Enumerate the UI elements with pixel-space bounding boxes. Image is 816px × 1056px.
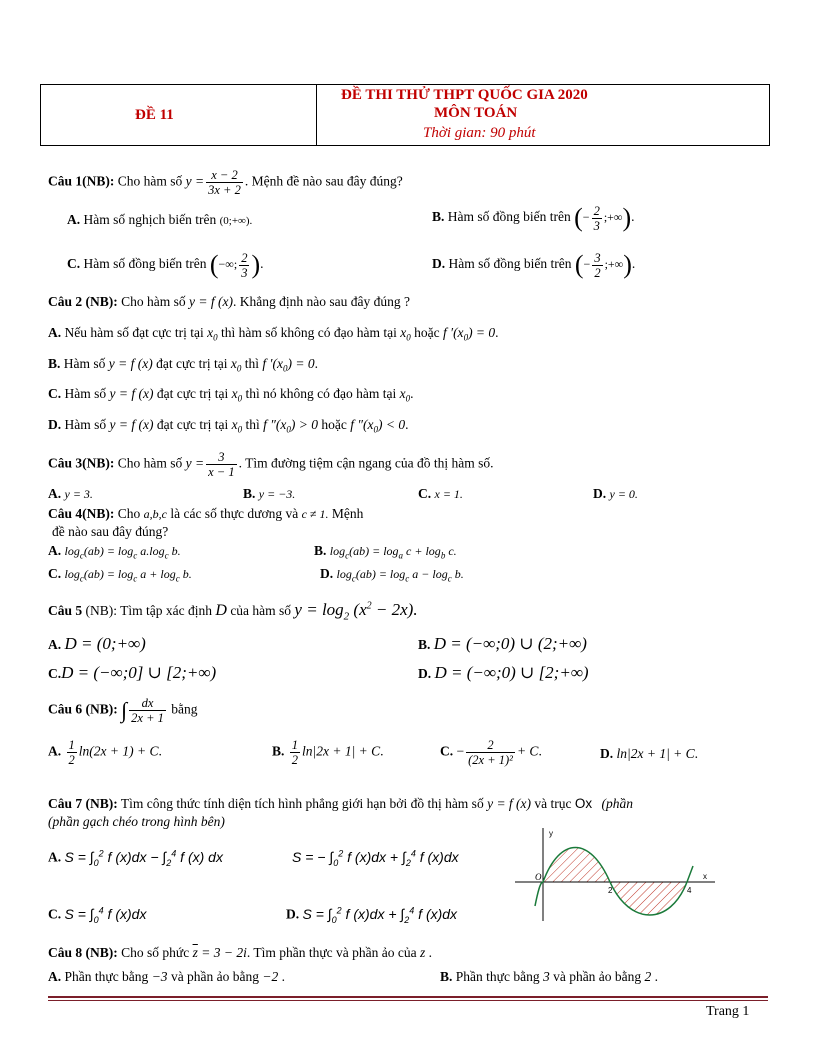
q5-option-c[interactable]: C.D = (−∞;0] ∪ [2;+∞) — [48, 663, 217, 682]
q2-option-a[interactable]: A. Nếu hàm số đạt cực trị tại $x_0$ thì hàm số không có đạo hàm tại $x_0$ hoặc f $'(x_0) = 0$. — [48, 325, 499, 343]
shaded-region — [543, 848, 687, 916]
q7-option-a[interactable]: A. $S = \int_0^2$ f $(x)dx - \int_2^4$ f (x) dx — [48, 848, 223, 868]
header-divider — [316, 85, 317, 145]
exam-subject: MÔN TOÁN — [434, 105, 518, 121]
footer-rule-thick — [48, 996, 768, 998]
tick-4: 4 — [687, 886, 692, 895]
q7-option-b[interactable]: S = − $\int_0^2$ f $(x)dx + \int_2^4$ f (x)dx — [292, 848, 459, 868]
q8-option-a[interactable]: A. Phần thực bằng −3 và phần ảo bằng −2 . — [48, 969, 286, 984]
q2-option-c[interactable]: C. Hàm số y = f (x) đạt cực trị tại $x_0$ thì nó không có đạo hàm tại $x_0$. — [48, 386, 414, 404]
question-1: Câu 1(NB): Cho hàm số y = $\frac{x - 2}{3x + 2}$ . Mệnh đề nào sau đây đúng? — [48, 168, 403, 197]
q3-option-d[interactable]: D. y = 0. — [593, 486, 638, 501]
q5-option-b[interactable]: B. D = (−∞;0) ∪ (2;+∞) — [418, 634, 587, 653]
q6-option-b[interactable]: B. $\frac{1}{2}$ ln|2x + 1| + C. — [272, 738, 384, 767]
q4-option-d[interactable]: D. $\log_c(ab) = \log_c a - \log_c b$. — [320, 566, 464, 584]
q7-option-c[interactable]: C. $S = \int_0^4$ f (x)dx — [48, 905, 147, 925]
page-number: Trang 1 — [706, 1004, 750, 1019]
q7-option-d[interactable]: D. $S = \int_0^2$ f $(x)dx + \int_2^4$ f (x)dx — [286, 905, 458, 925]
tick-2: 2 — [608, 886, 613, 895]
footer-rule-thin — [48, 1000, 768, 1001]
q3-option-c[interactable]: C. x = 1. — [418, 486, 463, 501]
question-6: Câu 6 (NB): ∫ $\frac{dx}{2x + 1}$ bằng — [48, 696, 198, 725]
q1-option-c[interactable]: C. Hàm số đồng biến trên (−∞; $\frac{2}{3}$ ). — [67, 250, 264, 280]
q2-option-b[interactable]: B. Hàm số y = f (x) đạt cực trị tại $x_0$ thì f $'(x_0) = 0$. — [48, 356, 318, 374]
q1-option-a[interactable]: A. Hàm số nghịch biến trên (0;+∞). — [67, 212, 253, 227]
question-3: Câu 3(NB): Cho hàm số y = $\frac{3}{x - 1}$ . Tìm đường tiệm cận ngang của đồ thị hàm số. — [48, 450, 494, 479]
q3-option-a[interactable]: A. y = 3. — [48, 486, 93, 501]
header-box — [40, 84, 770, 146]
q6-option-d[interactable]: D. ln|2x + 1| + C. — [600, 746, 699, 761]
q6-option-a[interactable]: A. $\frac{1}{2}$ ln(2x + 1) + C. — [48, 738, 162, 767]
q5-option-a[interactable]: A. D = (0;+∞) — [48, 634, 146, 653]
area-graph — [515, 826, 720, 926]
q5-option-d[interactable]: D. D = (−∞;0) ∪ [2;+∞) — [418, 663, 589, 682]
question-7: Câu 7 (NB): Tìm công thức tính diện tích hình phẳng giới hạn bởi đồ thị hàm số y = f (x) và trục Ox (phần — [48, 796, 634, 811]
q1-option-d[interactable]: D. Hàm số đồng biến trên (− $\frac{3}{2}$ ;+∞). — [432, 250, 636, 280]
q4-option-c[interactable]: C. $\log_c(ab) = \log_c a + \log_c b$. — [48, 566, 192, 584]
y-axis-label: y — [549, 829, 553, 838]
x-axis-label: x — [703, 872, 707, 881]
q4-option-b[interactable]: B. $\log_c(ab) = \log_a c + \log_b c$. — [314, 543, 457, 561]
question-8: Câu 8 (NB): Cho số phức $\overline{z} = 3 - 2i$. Tìm phần thực và phần ảo của z . — [48, 945, 432, 960]
q2-option-d[interactable]: D. Hàm số y = f (x) đạt cực trị tại $x_0$ thì f $''(x_0) > 0$ hoặc f $''(x_0) < 0$. — [48, 417, 409, 435]
exam-time: Thời gian: 90 phút — [423, 125, 536, 141]
question-4: Câu 4(NB): Cho a,b,c là các số thực dương và c ≠ 1. Mệnh — [48, 506, 364, 521]
q1-option-b[interactable]: B. Hàm số đồng biến trên (− $\frac{2}{3}$ ;+∞). — [432, 203, 635, 233]
q4-option-a[interactable]: A. $\log_c(ab) = \log_c a.\log_c$ b. — [48, 543, 181, 561]
question-2: Câu 2 (NB): Cho hàm số y = f (x). Khẳng định nào sau đây đúng ? — [48, 294, 410, 309]
question-7-italic: (phần gạch chéo trong hình bên) — [48, 814, 225, 829]
q6-option-c[interactable]: C. − $\frac{2}{\text{(2x + 1)²}}$ + C. — [440, 738, 542, 767]
question-4-cont: đề nào sau đây đúng? — [52, 524, 169, 539]
q3-option-b[interactable]: B. y = −3. — [243, 486, 296, 501]
origin-label: O — [535, 872, 542, 882]
question-5: Câu 5 (NB): Tìm tập xác định D của hàm số $y = \log_2 (x^2 - 2x)$. — [48, 600, 418, 623]
exam-title: ĐỀ THI THỬ THPT QUỐC GIA 2020 — [341, 87, 588, 103]
exam-number: ĐỀ 11 — [135, 107, 174, 123]
q8-option-b[interactable]: B. Phần thực bằng 3 và phần ảo bằng 2 . — [440, 969, 659, 984]
